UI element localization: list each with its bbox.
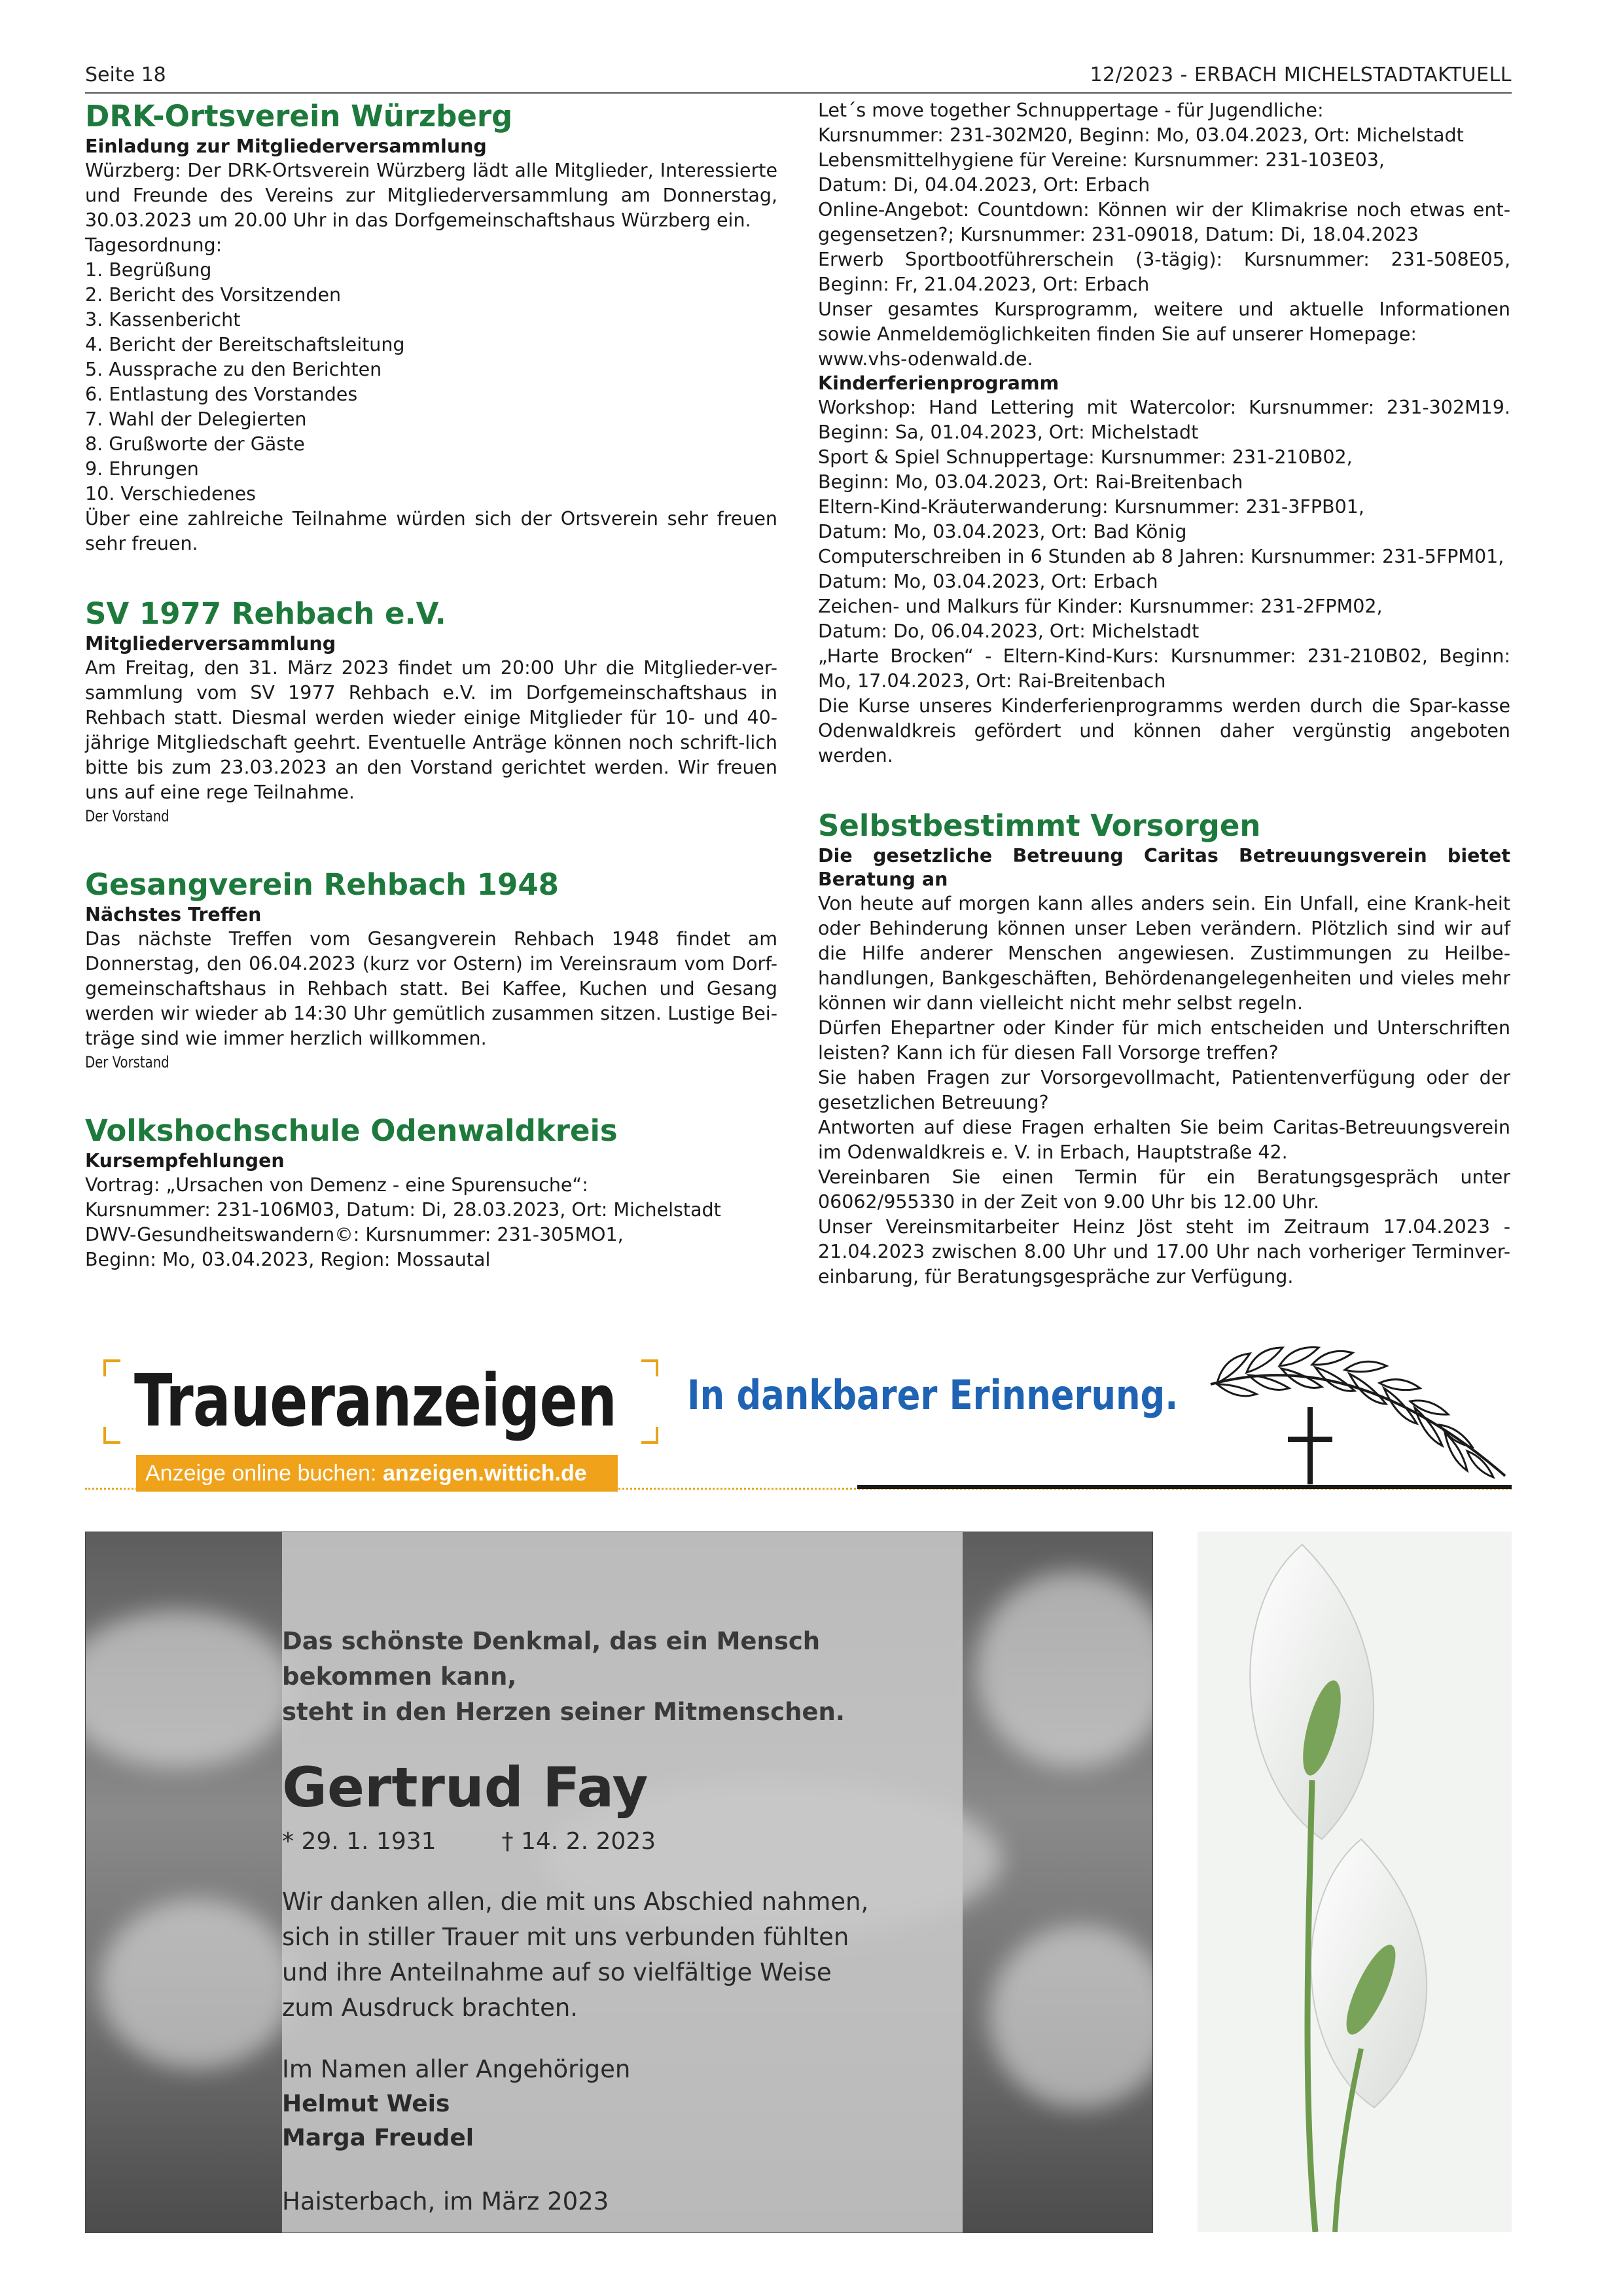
obituary-motto-line: steht in den Herzen seiner Mitmenschen. <box>282 1698 845 1726</box>
sv-subtitle: Mitgliederversammlung <box>85 633 336 655</box>
agenda-item: 7. Wahl der Delegierten <box>85 408 307 430</box>
kinder-line: Beginn: Mo, 03.04.2023, Ort: Rai-Breitenbach <box>818 471 1243 493</box>
birth-date: * 29. 1. 1931 <box>282 1828 436 1855</box>
online-url[interactable]: anzeigen.wittich.de <box>382 1461 587 1486</box>
drk-agenda-label: Tagesordnung: <box>85 234 222 256</box>
gesang-text: Das nächste Treffen vom Gesangverein Rehbach 1948 findet am Donnerstag, den 06.04.2023 (kurz vor Ostern) im Vereinsraum vom Dorf-gemeinschaftshaus in Rehbach statt. Bei Kaffee, Kuchen und Gesang werden wir wieder ab 14:30 Uhr gemütlich zusammen sitzen. Lustige Bei-träge sind wie immer herzlich willkommen. <box>85 928 777 1049</box>
right-column <box>818 98 1510 1289</box>
drk-intro: Würzberg: Der DRK-Ortsverein Würzberg lädt alle Mitglieder, Interessierte und Freunde des Vereins zur Mitgliederversammlung am Donnerstag, 30.03.2023 um 20.00 Uhr in das Dorfgemeinschaftshaus Würzberg ein. <box>85 160 777 231</box>
vorsorge-paragraph: Unser Vereinsmitarbeiter Heinz Jöst steht im Zeitraum 17.04.2023 - 21.04.2023 zwischen 8.00 Uhr und 17.00 Uhr nach vorheriger Terminver-einbarung, für Beratungsgespräche zur Verfügung. <box>818 1216 1510 1287</box>
vhs-cont-line: Let´s move together Schnuppertage - für Jugendliche: <box>818 99 1324 121</box>
kinder-line: Zeichen- und Malkurs für Kinder: Kursnummer: 231-2FPM02, <box>818 596 1383 617</box>
vhs-cont-line: Unser gesamtes Kursprogramm, weitere und aktuelle Informationen sowie Anmeldemöglichkeiten finden Sie auf unserer Homepage: <box>818 298 1510 345</box>
vhs-cont-line: Erwerb Sportbootführerschein (3-tägig): Kursnummer: 231-508E05, Beginn: Fr, 21.04.2023, Ort: Erbach <box>818 249 1510 295</box>
kinder-line: Datum: Mo, 03.04.2023, Ort: Bad König <box>818 521 1187 543</box>
sv-signature: Der Vorstand <box>85 807 169 825</box>
vhs-line: DWV-Gesundheitswandern©: Kursnummer: 231-305MO1, <box>85 1224 624 1246</box>
kinder-line: Datum: Do, 06.04.2023, Ort: Michelstadt <box>818 620 1200 642</box>
vorsorge-paragraph: Von heute auf morgen kann alles anders sein. Ein Unfall, eine Krank-heit oder Behinderung können unser Leben verändern. Plötzlich sind wir auf die Hilfe anderer Menschen angewiesen. Zustimmungen zu Heilbe-handlungen, Bankgeschäften, Behördenangelegenheiten und vieles mehr können wir dann vielleicht nicht mehr selbst regeln. <box>818 893 1510 1014</box>
cloud-shape <box>989 1925 1153 2108</box>
vhs-cont-line: Lebensmittelhygiene für Vereine: Kursnummer: 231-103E03, <box>818 149 1385 171</box>
sv-title: SV 1977 Rehbach e.V. <box>85 596 446 631</box>
trauer-banner <box>85 1345 1512 1502</box>
vhs-cont-line: Kursnummer: 231-302M20, Beginn: Mo, 03.04.2023, Ort: Michelstadt <box>818 124 1464 146</box>
vorsorge-title: Selbstbestimmt Vorsorgen <box>818 808 1261 843</box>
thanks-line: Wir danken allen, die mit uns Abschied nahmen, <box>282 1888 869 1916</box>
obituary-card <box>85 1532 1153 2233</box>
kinder-title: Kinderferienprogramm <box>818 372 1059 394</box>
peace-lily-image <box>1198 1532 1512 2232</box>
life-dates <box>282 1825 936 1858</box>
kinder-line: Sport & Spiel Schnuppertage: Kursnummer: 231-210B02, <box>818 446 1353 468</box>
drk-title: DRK-Ortsverein Würzberg <box>85 99 513 134</box>
family-member: Marga Freudel <box>282 2125 474 2151</box>
vhs-cont-line: Datum: Di, 04.04.2023, Ort: Erbach <box>818 174 1150 196</box>
kinder-line: Eltern-Kind-Kräuterwanderung: Kursnummer: 231-3FPB01, <box>818 496 1364 518</box>
cloud-shape <box>976 1571 1153 1768</box>
page-header <box>85 62 1512 94</box>
banner-tagline: In dankbarer Erinnerung. <box>687 1371 1179 1419</box>
deceased-name: Gertrud Fay <box>282 1755 649 1820</box>
agenda-item: 10. Verschiedenes <box>85 483 257 505</box>
banner-title: Traueranzeigen <box>134 1359 617 1443</box>
agenda-item: 6. Entlastung des Vorstandes <box>85 384 358 405</box>
page-number: Seite 18 <box>85 63 166 86</box>
drk-agenda <box>85 258 777 507</box>
bracket-corner <box>103 1427 120 1444</box>
vorsorge-paragraph: Vereinbaren Sie einen Termin für ein Beratungsgespräch unter 06062/955330 in der Zeit von 9.00 Uhr bis 12.00 Uhr. <box>818 1166 1510 1213</box>
obituary-text <box>282 1624 936 2219</box>
online-booking-link[interactable] <box>136 1455 618 1492</box>
family-member: Helmut Weis <box>282 2090 450 2117</box>
vorsorge-paragraph: Dürfen Ehepartner oder Kinder für mich entscheiden und Unterschriften leisten? Kann ich für diesen Fall Vorsorge treffen? <box>818 1017 1510 1064</box>
issue-label: 12/2023 - ERBACH MICHELSTADTAKTUELL <box>1090 63 1512 86</box>
thanks-line: und ihre Anteilnahme auf so vielfältige Weise <box>282 1958 832 1986</box>
bracket-corner <box>103 1359 120 1376</box>
agenda-item: 3. Kassenbericht <box>85 309 241 331</box>
cloud-shape <box>85 1611 295 1768</box>
agenda-item: 1. Begrüßung <box>85 259 212 281</box>
agenda-item: 5. Aussprache zu den Berichten <box>85 359 382 380</box>
left-column <box>85 98 777 1272</box>
cloud-shape <box>99 1899 295 2069</box>
bracket-corner <box>641 1359 658 1376</box>
agenda-item: 9. Ehrungen <box>85 458 199 480</box>
vorsorge-paragraph: Antworten auf diese Fragen erhalten Sie beim Caritas-Betreuungsverein im Odenwaldkreis e. V. in Erbach, Hauptstraße 42. <box>818 1117 1510 1163</box>
sv-text: Am Freitag, den 31. März 2023 findet um 20:00 Uhr die Mitglieder-ver-sammlung vom SV 1977 Rehbach e.V. im Dorfgemeinschaftshaus in Rehbach statt. Diesmal werden wieder einige Mitglieder für 10- und 40-jährige Mitgliedschaft geehrt. Eventuelle Anträge können noch schrift-lich bitte bis zum 23.03.2023 an den Vorstand gerichtet werden. Wir freuen uns auf eine rege Teilnahme. <box>85 657 777 803</box>
gesang-subtitle: Nächstes Treffen <box>85 904 262 925</box>
vorsorge-subtitle: Die gesetzliche Betreuung Caritas Betreuungsverein bietet Beratung an <box>818 845 1510 890</box>
place-date: Haisterbach, im März 2023 <box>282 2187 609 2215</box>
kinder-line: Die Kurse unseres Kinderferienprogramms werden durch die Spar-kasse Odenwaldkreis gefördert und können daher vergünstig angeboten werden. <box>818 695 1510 766</box>
vhs-cont-line: Online-Angebot: Countdown: Können wir der Klimakrise noch etwas ent-gegensetzen?; Kursnummer: 231-09018, Datum: Di, 18.04.2023 <box>818 199 1510 245</box>
lily-flower-icon <box>1198 1532 1512 2232</box>
kinder-line: „Harte Brocken“ - Eltern-Kind-Kurs: Kursnummer: 231-210B02, Beginn: Mo, 17.04.2023, Ort: Rai-Breitenbach <box>818 645 1510 692</box>
vhs-homepage-link: www.vhs-odenwald.de. <box>818 348 1033 370</box>
vhs-line: Kursnummer: 231-106M03, Datum: Di, 28.03.2023, Ort: Michelstadt <box>85 1199 721 1221</box>
agenda-item: 2. Bericht des Vorsitzenden <box>85 284 342 306</box>
vhs-subtitle: Kursempfehlungen <box>85 1150 285 1172</box>
agenda-item: 8. Grußworte der Gäste <box>85 433 305 455</box>
agenda-item: 4. Bericht der Bereitschaftsleitung <box>85 334 405 355</box>
bracket-corner <box>641 1427 658 1444</box>
kinder-line: Computerschreiben in 6 Stunden ab 8 Jahren: Kursnummer: 231-5FPM01, <box>818 546 1504 567</box>
vhs-line: Vortrag: „Ursachen von Demenz - eine Spurensuche“: <box>85 1174 588 1196</box>
kinder-line: Workshop: Hand Lettering mit Watercolor: Kursnummer: 231-302M19. Beginn: Sa, 01.04.2023, Ort: Michelstadt <box>818 397 1510 443</box>
vorsorge-paragraph: Sie haben Fragen zur Vorsorgevollmacht, Patientenverfügung oder der gesetzlichen Betreuung? <box>818 1067 1510 1113</box>
palm-branch-cross-icon <box>1198 1345 1512 1496</box>
death-date: † 14. 2. 2023 <box>501 1828 656 1855</box>
vhs-line: Beginn: Mo, 03.04.2023, Region: Mossautal <box>85 1249 491 1270</box>
thanks-line: zum Ausdruck brachten. <box>282 1994 578 2022</box>
gesang-signature: Der Vorstand <box>85 1053 169 1071</box>
kinder-line: Datum: Mo, 03.04.2023, Ort: Erbach <box>818 571 1158 592</box>
obituary-motto-line: Das schönste Denkmal, das ein Mensch bekommen kann, <box>282 1627 821 1691</box>
gesang-title: Gesangverein Rehbach 1948 <box>85 867 559 902</box>
drk-subtitle: Einladung zur Mitgliederversammlung <box>85 135 487 157</box>
vhs-title: Volkshochschule Odenwaldkreis <box>85 1113 618 1148</box>
family-intro: Im Namen aller Angehörigen <box>282 2055 631 2083</box>
thanks-line: sich in stiller Trauer mit uns verbunden fühlten <box>282 1923 849 1951</box>
drk-closing: Über eine zahlreiche Teilnahme würden sich der Ortsverein sehr freuen sehr freuen. <box>85 508 777 554</box>
online-prefix: Anzeige online buchen: <box>145 1461 383 1486</box>
